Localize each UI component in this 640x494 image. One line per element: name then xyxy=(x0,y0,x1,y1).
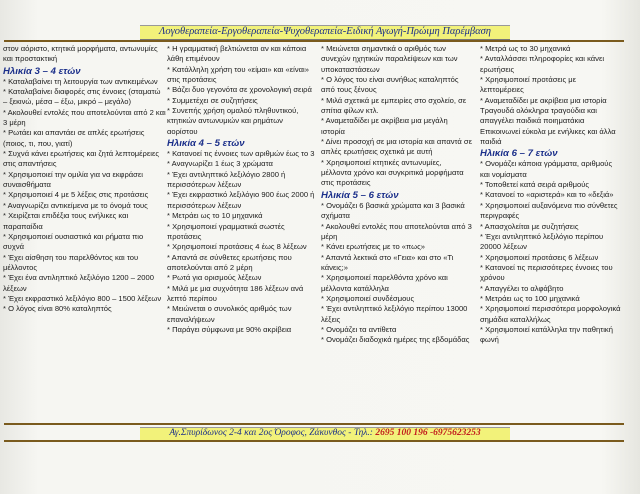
milestone-item: * Καταλαβαίνει διαφορές στις έννοιες (σταματώ – ξεκινώ, μέσα – έξω, μικρό – μεγάλο) xyxy=(3,87,161,107)
milestone-item: * Απασχολείται με συζητήσεις xyxy=(480,221,579,231)
milestone-item: * Χρησιμοποιεί κτητικές αντωνυμίες, μέλλοντα χρόνο και συγκριτικά μορφήματα στις προτάσεις xyxy=(321,157,464,188)
header-separator: - xyxy=(402,26,407,37)
milestone-item: * Συχνά κάνει ερωτήσεις και ζητά λεπτομέρειες στις απαντήσεις xyxy=(3,149,159,169)
milestone-item: * Μειώνεται ο συνολικός αριθμός των επαναλήψεων xyxy=(167,304,292,324)
milestone-item: * Χρησιμοποιεί κατάλληλα την παθητική φωνή xyxy=(480,324,613,345)
text-column-4 xyxy=(480,44,621,426)
milestone-item: * Κατάλληλη χρήση του «είμαι» και «είναι» στις προτάσεις xyxy=(167,64,309,85)
milestone-item: * Βάζει δυο γεγονότα σε χρονολογική σειρά xyxy=(167,85,312,95)
milestone-item: * Έχει αντιληπτικό λεξιλόγιο περίπου 20000 λέξεων xyxy=(480,231,604,252)
milestone-item: * Έχει αντιληπτικό λεξιλόγιο 2800 ή περισσότερων λέξεων xyxy=(167,169,286,190)
milestone-item: * Κατανοεί το «αριστερά» και το «δεξιά» xyxy=(480,190,614,200)
age-group-heading: Ηλικία 4 – 5 ετών xyxy=(167,138,245,150)
milestone-item: * Η γραμματική βελτιώνεται αν και κάποια λάθη επιμένουν xyxy=(167,44,307,64)
header-item: Ειδική Αγωγή xyxy=(346,26,403,37)
milestone-item: * Χειρίζεται επιδέξια τους ενήλικες και παραπαίδια xyxy=(3,211,129,231)
text-column-3 xyxy=(321,44,472,426)
milestone-item: στον αόριστο, κτητικά μορφήματα, αντωνυμίες και προστακτική xyxy=(3,44,158,64)
header-separator: - xyxy=(342,26,347,37)
footer-rule xyxy=(4,440,624,442)
header-separator: - xyxy=(279,26,284,37)
milestone-item: * Έχει αντιληπτικό λεξιλόγιο περίπου 13000 λέξεις xyxy=(321,304,468,324)
milestone-item: * Δίνει προσοχή σε μια ιστορία και απαντά σε απλές ερωτήσεις σχετικά με αυτή xyxy=(321,137,472,157)
milestone-item: * Κάνει ερωτήσεις με το «πως» xyxy=(321,242,425,252)
milestone-item: * Μειώνεται σημαντικά ο αριθμός των συνεχών ηχητικών παραλείψεων και των υποκαταστάσεων xyxy=(321,44,458,74)
milestone-item: * Κατανοεί τις έννοιες των αριθμών έως το 3 xyxy=(167,149,315,159)
milestone-item: * Αναγνωρίζει 1 έως 3 χρώματα xyxy=(167,159,273,169)
milestone-item: * Αναγνωρίζει αντικείμενα με το όνομά τους xyxy=(3,200,148,210)
milestone-item: * Ακολουθεί εντολές που αποτελούνται από 3 μέρη xyxy=(321,221,472,241)
milestone-item: * Ονομάζει 6 βασικά χρώματα και 3 βασικά σχήματα xyxy=(321,200,465,221)
footer-contact xyxy=(140,427,510,440)
milestone-item: * Μετρά ως το 30 μηχανικά xyxy=(480,44,571,53)
text-column-1 xyxy=(3,44,166,426)
milestone-item: * Ρωτά για ορισμούς λέξεων xyxy=(167,273,262,283)
milestone-item: * Χρησιμοποιεί την ομιλία για να εκφράσει συναισθήματα xyxy=(3,169,143,190)
footer-phone: 2695 100 196 -6975623253 xyxy=(375,428,481,438)
header-separator: - xyxy=(217,26,222,37)
milestone-item: * Χρησιμοποιεί γραμματικά σωστές προτάσεις xyxy=(167,221,285,241)
header-services xyxy=(140,25,510,39)
header-item: Λογοθεραπεία xyxy=(158,26,218,37)
milestone-item: * Απαγγέλει το αλφάβητο xyxy=(480,283,564,293)
milestone-item: * Ονομάζει κάποια γράμματα, αριθμούς και νομίσματα xyxy=(480,159,613,179)
milestone-item: * Χρησιμοποιεί προτάσεις 4 έως 8 λέξεων xyxy=(167,242,307,252)
milestone-item: * Χρησιμοποιεί παρελθόντα χρόνο και μέλλοντα κατάλληλα xyxy=(321,273,448,293)
age-group-heading: Ηλικία 3 – 4 ετών xyxy=(3,65,81,77)
milestone-item: * Συνεπής χρήση ομαλού πληθυντικού, κτητικών αντωνυμιών και ρημάτων αορίστου xyxy=(167,106,299,136)
milestone-item: * Χρησιμοποιεί προτάσεις με λεπτομέρειες xyxy=(480,75,577,95)
milestone-item: * Καταλαβαίνει τη λειτουργία των αντικειμένων xyxy=(3,76,158,86)
top-rule xyxy=(4,40,624,42)
milestone-item: * Μιλά σχετικά με εμπειρίες στο σχολείο, σε σπίτια φίλων κτλ. xyxy=(321,95,467,116)
milestone-item: * Ο λόγος είναι 80% καταληπτός xyxy=(3,304,112,314)
age-group-heading: Ηλικία 6 – 7 ετών xyxy=(480,148,558,160)
milestone-item: * Έχει αίσθηση του παρελθόντος και του μέλλοντος xyxy=(3,252,139,272)
milestone-item: * Χρησιμοποιεί περισσότερα μορφολογικά σημάδια καταλλήλως xyxy=(480,304,621,324)
milestone-item: * Χρησιμοποιεί προτάσεις 6 λέξεων xyxy=(480,252,599,262)
milestone-item: * Χρησιμοποιεί αυξανόμενα πιο σύνθετες περιγραφές xyxy=(480,200,618,221)
milestone-item: * Κατανοεί τις περισσότερες έννοιες του χρόνου xyxy=(480,262,613,283)
milestone-item: * Ο λόγος του είναι συνήθως καταληπτός από τους ξένους xyxy=(321,75,459,95)
milestone-item: * Έχει ένα αντιληπτικό λεξιλόγιο 1200 – 2000 λέξεων xyxy=(3,273,154,293)
milestone-item: * Αναμεταδίδει με ακρίβεια μια ιστορία Τραγουδά ολόκληρα τραγούδια και απαγγέλει παιδικά ποιηματάκια Επικοινωνεί εύκολα με ενήλικες και άλλα παιδιά xyxy=(480,95,616,147)
text-column-2 xyxy=(167,44,315,426)
header-item: Ψυχοθεραπεία xyxy=(283,26,343,37)
footer-phone-label: Τηλ.: xyxy=(353,428,373,438)
bottom-rule xyxy=(4,423,624,425)
milestone-item: * Απαντά σε σύνθετες ερωτήσεις που αποτελούνται από 2 μέρη xyxy=(167,252,292,272)
milestone-item: * Χρησιμοποιεί ουσιαστικά και ρήματα πιο συχνά xyxy=(3,231,144,252)
milestone-item: * Ονομάζει διαδοχικά ημέρες της εβδομάδας xyxy=(321,335,470,345)
milestone-item: * Ονομάζει τα αντίθετα xyxy=(321,324,397,334)
milestone-item: * Μετράει ως το 10 μηχανικά xyxy=(167,211,263,221)
milestone-item: * Χρησιμοποιεί 4 με 5 λέξεις στις προτάσεις xyxy=(3,190,149,200)
milestone-item: * Χρησιμοποιεί συνδέσμους xyxy=(321,293,415,303)
milestone-item: * Μετράει ως το 100 μηχανικά xyxy=(480,293,580,303)
milestone-item: * Μιλά με μια συχνότητα 186 λέξεων ανά λεπτό περίπου xyxy=(167,283,304,303)
footer-address: Αγ.Σπυρίδωνος 2-4 και 2ος Όροφος, Ζάκυνθος - xyxy=(169,428,352,438)
milestone-item: * Απαντά λεκτικά στο «Γεια» και στο «Τι κάνεις;» xyxy=(321,252,454,272)
milestone-item: * Τοποθετεί κατά σειρά αριθμούς xyxy=(480,180,590,190)
milestone-item: * Έχει εκφραστικό λεξιλόγιο 900 έως 2000 ή περισσότερων λέξεων xyxy=(167,190,315,210)
milestone-item: * Ανταλλάσσει πληροφορίες και κάνει ερωτήσεις xyxy=(480,54,605,74)
milestone-item: * Ρωτάει και απαντάει σε απλές ερωτήσεις (ποιος, τι, που, γιατί) xyxy=(3,128,145,148)
milestone-item: * Ακολουθεί εντολές που αποτελούνται από 2 και 3 μέρη xyxy=(3,107,166,128)
age-group-heading: Ηλικία 5 – 6 ετών xyxy=(321,189,399,201)
header-item: Εργοθεραπεία xyxy=(221,26,280,37)
milestone-item: * Έχει εκφραστικό λεξιλόγιο 800 – 1500 λέξεων xyxy=(3,293,162,303)
header-item: Πρώιμη Παρέμβαση xyxy=(406,26,491,37)
milestone-item: * Συμμετέχει σε συζητήσεις xyxy=(167,95,258,105)
milestone-item: * Αναμεταδίδει με ακρίβεια μια μεγάλη ιστορία xyxy=(321,116,448,136)
milestone-item: * Παράγει σύμφωνα με 90% ακρίβεια xyxy=(167,324,292,334)
